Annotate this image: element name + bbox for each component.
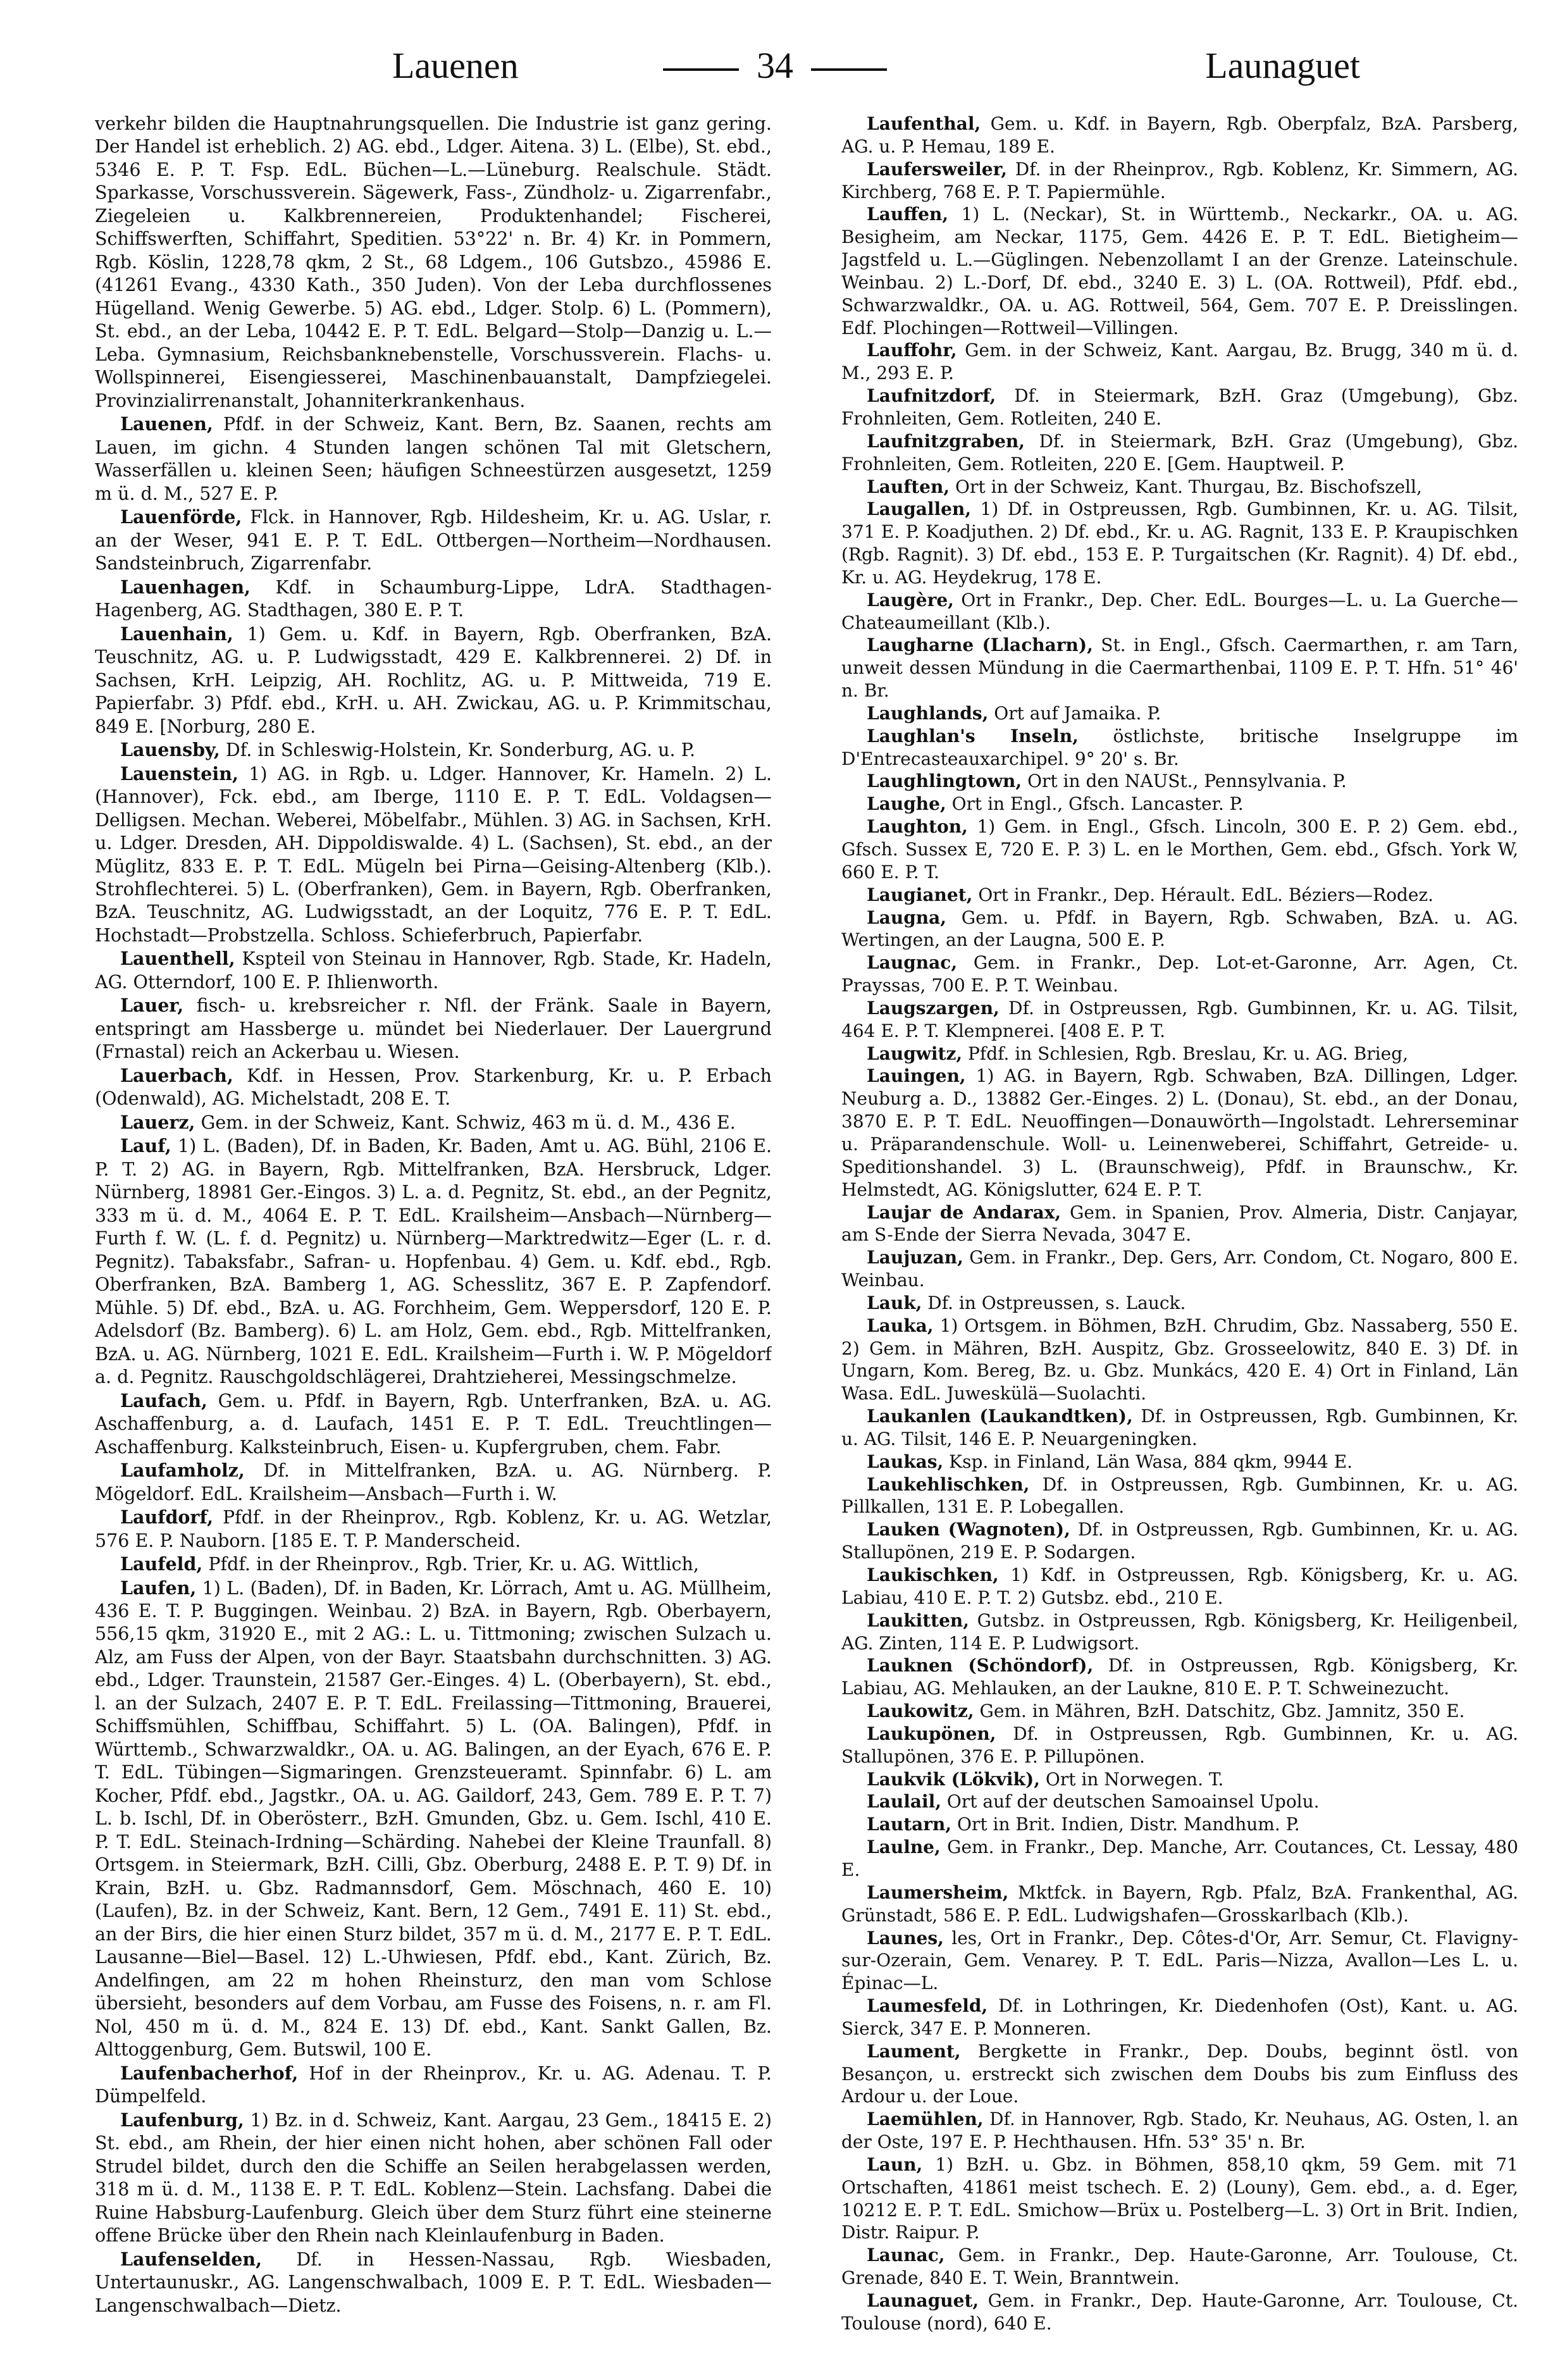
dictionary-entry — [841, 498, 1518, 588]
entry-headword: Lauften, — [867, 476, 950, 497]
entry-headword: Lauerbach, — [120, 1064, 233, 1086]
dictionary-entry — [841, 1700, 1518, 1723]
dictionary-entry — [841, 1065, 1518, 1201]
entry-text: Pfdf. in der Rheinprov., Rgb. Koblenz, Kr. u. AG. Wetzlar, 576 E. P. Nauborn. [185 E. T. P. Manderscheid. — [95, 1507, 772, 1551]
entry-text: 1) L. (Neckar), St. in Württemb., Neckarkr., OA. u. AG. Besigheim, am Neckar, 1175, Gem. 4426 E. P. T. EdL. Bietigheim—Jagstfeld u. L.—Güglingen. Nebenzollamt I an der Grenze. Lateinschule. Weinbau. 2) L.-Dorf, Df. ebd., 3240 E. 3) L. (OA. Rottweil), Pfdf. ebd., Schwarzwaldkr., OA. u. AG. Rottweil, 564, Gem. 707 E. P. Dreisslingen. Edf. Plochingen—Rottweil—Villingen. — [841, 204, 1518, 338]
dictionary-entry — [841, 1246, 1518, 1292]
entry-text: 1) Ortsgem. in Böhmen, BzH. Chrudim, Gbz. Nassaberg, 550 E. 2) Gem. in Mähren, BzH. Auspitz, Gbz. Grosseelowitz, 840 E. 3) Df. in Ungarn, Kom. Bereg, Bz. u. Gbz. Munkács, 420 E. 4) Ort in Finland, Län Wasa. EdL. Juweskülä—Suolachti. — [841, 1315, 1518, 1404]
entry-text: 1) BzH. u. Gbz. in Böhmen, 858,10 qkm, 59 Gem. mit 71 Ortschaften, 41861 meist tschech. E. 2) (Louny), Gem. ebd., a. d. Eger, 10212 E. P. T. EdL. Smichow—Brüx u. Postelberg—L. 3) Ort in Brit. Indien, Distr. Raipur. P. — [841, 2154, 1518, 2243]
dictionary-entry — [95, 994, 772, 1063]
left-running-head: Lauenen — [392, 45, 519, 86]
entry-text: 1) Df. in Ostpreussen, Rgb. Gumbinnen, Kr. u. AG. Tilsit, 371 E. P. Koadjuthen. 2) Df. ebd., Kr. u. AG. Ragnit, 133 E. P. Kraupischken (Rgb. Ragnit). 3) Df. ebd., 153 E. P. Turgaitschen (Kr. Ragnit). 4) Df. ebd., Kr. u. AG. Heydekrug, 178 E. — [841, 499, 1518, 588]
entry-headword: Lauenthell, — [120, 948, 235, 970]
dictionary-entry — [95, 1111, 772, 1134]
entry-text: 1) AG. in Rgb. u. Ldger. Hannover, Kr. Hameln. 2) L. (Hannover), Fck. ebd., am Iberge, 1110 E. P. T. EdL. Voldagsen—Delligsen. Mechan. Weberei, Möbelfabr., Mühlen. 3) AG. in Sachsen, KrH. u. Ldger. Dresden, AH. Dippoldiswalde. 4) L. (Sachsen), St. ebd., an der Müglitz, 833 E. P. T. EdL. Mügeln bei Pirna—Geising-Altenberg (Klb.). Strohflechterei. 5) L. (Oberfranken), Gem. in Bayern, Rgb. Oberfranken, BzA. Teuschnitz, AG. Ludwigsstadt, an der Loquitz, 776 E. P. T. EdL. Hochstadt—Probstzella. Schloss. Schieferbruch, Papierfabr. — [95, 763, 772, 946]
entry-headword: Laugharne (Llacharn), — [867, 635, 1093, 656]
entry-text: Pfdf. in der Rheinprov., Rgb. Trier, Kr. u. AG. Wittlich, — [208, 1554, 699, 1575]
entry-headword: Laugallen, — [867, 499, 972, 520]
dictionary-entry — [95, 113, 772, 412]
entry-text: Df. in Ostpreussen, Rgb. Königsberg, Kr. Labiau, AG. Mehlauken, an der Laukne, 810 E. P. T. Schweinezucht. — [841, 1655, 1518, 1699]
entry-headword: Laukowitz, — [867, 1701, 974, 1722]
entry-text: Df. in Hannover, Rgb. Stado, Kr. Neuhaus, AG. Osten, l. an der Oste, 197 E. P. Hechthausen. Hfn. 53° 35' n. Br. — [841, 2109, 1518, 2153]
dictionary-entry — [95, 1134, 772, 1389]
entry-headword: Lauenen, — [120, 413, 213, 435]
entry-text: 1) Bz. in d. Schweiz, Kant. Aargau, 23 Gem., 18415 E. 2) St. ebd., am Rhein, der hier einen nicht hohen, aber schönen Fall oder Strudel bildet, durch den die Schiffe an Seilen herabgelassen werden, 318 m ü. d. M., 1138 E. P. T. EdL. Koblenz—Stein. Lachsfang. Dabei die Ruine Habsburg-Laufenburg. Gleich über dem Sturz führt eine steinerne offene Brücke über den Rhein nach Kleinlaufenburg in Baden. — [95, 2109, 772, 2247]
dictionary-entry — [841, 1881, 1518, 1927]
entry-headword: Lauk, — [867, 1292, 922, 1313]
dictionary-entry — [841, 203, 1518, 339]
dictionary-entry — [841, 339, 1518, 385]
entry-text: Gem. in Spanien, Prov. Almeria, Distr. Canjayar, am S-Ende der Sierra Nevada, 3047 E. — [841, 1201, 1518, 1246]
entry-headword: Laugnac, — [867, 952, 958, 974]
dictionary-entry — [95, 1064, 772, 1111]
dictionary-entry — [841, 770, 1518, 793]
entry-headword: Laukischken, — [867, 1565, 999, 1585]
entry-text: Gem. in Frankr., Dep. Haute-Garonne, Arr. Toulouse, Ct. Toulouse (nord), 640 E. — [841, 2290, 1518, 2334]
dictionary-entry — [841, 1927, 1518, 1995]
entry-headword: Lauknen (Schöndorf), — [867, 1655, 1094, 1677]
entry-headword: Lauf, — [120, 1135, 171, 1157]
dictionary-entry — [841, 476, 1518, 499]
dash-left — [663, 68, 739, 71]
entry-text: Kdf. in Hessen, Prov. Starkenburg, Kr. u. P. Erbach (Odenwald), AG. Michelstadt, 208 E. T. — [95, 1065, 772, 1110]
dictionary-entry — [95, 2062, 772, 2109]
dictionary-entry — [841, 1995, 1518, 2040]
entry-headword: Laugszargen, — [867, 997, 1000, 1019]
entry-headword: Laemühlen, — [867, 2109, 984, 2130]
entry-headword: Laughlands, — [867, 702, 989, 724]
entry-headword: Lauenstein, — [120, 762, 238, 784]
entry-text: 1) Gem. u. Kdf. in Bayern, Rgb. Oberfranken, BzA. Teuschnitz, AG. u. P. Ludwigsstadt, 429 E. Kalkbrennerei. 2) Df. in Sachsen, KrH. Leipzig, AH. Rochlitz, AG. u. P. Mittweida, 719 E. Papierfabr. 3) Pfdf. ebd., KrH. u. AH. Zwickau, AG. u. P. Krimmitschau, 849 E. [Norburg, 280 E. — [95, 623, 772, 737]
entry-headword: Laufdorf, — [120, 1506, 213, 1528]
entry-text: Df. in Ostpreussen, Rgb. Gumbinnen, Kr. u. AG. Tilsit, 146 E. P. Neuargeningken. — [841, 1406, 1518, 1449]
dictionary-entry — [95, 1459, 772, 1506]
dictionary-entry — [841, 2290, 1518, 2335]
entry-text: fisch- u. krebsreicher r. Nfl. der Fränk. Saale in Bayern, entspringt am Hassberge u. mündet bei Niederlauer. Der Lauergrund (Frnastal) reich an Ackerbau u. Wiesen. — [95, 995, 772, 1063]
dictionary-entry — [841, 1790, 1518, 1813]
entry-headword: Laughton, — [867, 816, 968, 838]
dictionary-entry — [95, 623, 772, 738]
dictionary-entry — [95, 576, 772, 623]
dictionary-entry — [841, 2108, 1518, 2154]
entry-text: Bergkette in Frankr., Dep. Doubs, beginnt östl. von Besançon, u. erstreckt sich zwischen dem Doubs bis zum Einfluss des Ardour u. der Loue. — [841, 2040, 1518, 2107]
entry-text: Df. in Steiermark, BzH. Graz (Umgebung), Gbz. Frohnleiten, Gem. Rotleiten, 220 E. [Gem. Hauptweil. P. — [841, 430, 1518, 474]
dictionary-entry — [841, 158, 1518, 204]
entry-text: Hof in der Rheinprov., Kr. u. AG. Adenau. T. P. Dümpelfeld. — [95, 2062, 772, 2107]
entry-headword: Laughlan's Inseln, — [867, 725, 1079, 747]
dictionary-entry — [841, 702, 1518, 725]
entry-headword: Laugna, — [867, 907, 947, 928]
entry-text: Gem. u. Kdf. in Bayern, Rgb. Oberpfalz, BzA. Parsberg, AG. u. P. Hemau, 189 E. — [841, 113, 1518, 157]
left-column — [95, 113, 772, 2365]
entry-headword: Laufenselden, — [120, 2248, 263, 2270]
entry-headword: Laufeld, — [120, 1553, 203, 1575]
entry-text: Gem. in Frankr., Dep. Manche, Arr. Coutances, Ct. Lessay, 480 E. — [841, 1837, 1518, 1880]
entry-headword: Laun, — [867, 2154, 923, 2175]
entry-text: Gem. in Mähren, BzH. Datschitz, Gbz. Jamnitz, 350 E. — [979, 1701, 1465, 1722]
entry-text: 1) AG. in Bayern, Rgb. Schwaben, BzA. Dillingen, Ldger. Neuburg a. D., 13882 Ger.-Einges. 2) L. (Donau), St. ebd., an der Donau, 3870 E. P. T. EdL. Neuoffingen—Donauwörth—Ingolstadt. Lehrerseminar u. Präparandenschule. Woll- u. Leinenweberei, Schiffahrt, Getreide- u. Speditionshandel. 3) L. (Braunschweig), Pfdf. in Braunschw., Kr. Helmstedt, AG. Königslutter, 624 E. P. T. — [841, 1065, 1518, 1200]
entry-headword: Laujar de Andarax, — [867, 1201, 1062, 1223]
entry-text: Mktfck. in Bayern, Rgb. Pfalz, BzA. Frankenthal, AG. Grünstadt, 586 E. P. EdL. Ludwigshafen—Grosskarlbach (Klb.). — [841, 1881, 1518, 1926]
entry-text: Df. in Schleswig-Holstein, Kr. Sonderburg, AG. u. P. — [225, 740, 696, 761]
entry-headword: Laufen, — [120, 1577, 197, 1599]
entry-headword: Lautarn, — [867, 1814, 952, 1835]
entry-headword: Laumesfeld, — [867, 1995, 988, 2017]
dictionary-entry — [841, 1654, 1518, 1700]
entry-text: Kdf. in Schaumburg-Lippe, LdrA. Stadthagen-Hagenberg, AG. Stadthagen, 380 E. P. T. — [95, 576, 772, 621]
entry-text: 1) L. (Baden), Df. in Baden, Kr. Baden, Amt u. AG. Bühl, 2106 E. P. T. 2) AG. in Bayern, Rgb. Mittelfranken, BzA. Hersbruck, Ldger. Nürnberg, 18981 Ger.-Eingos. 3) L. a. d. Pegnitz, St. ebd., an der Pegnitz, 333 m ü. d. M., 4064 E. P. T. EdL. Krailsheim—Ansbach—Nürnberg—Furth f. W. (L. f. d. Pegnitz) u. Nürnberg—Marktredwitz—Eger (L. r. d. Pegnitz). Tabaksfabr., Safran- u. Hopfenbau. 4) Gem. u. Kdf. ebd., Rgb. Oberfranken, BzA. Bamberg 1, AG. Schesslitz, 367 E. P. Zapfendorf. Mühle. 5) Df. ebd., BzA. u. AG. Forchheim, Gem. Weppersdorf, 120 E. P. Adelsdorf (Bz. Bamberg). 6) L. am Holz, Gem. ebd., Rgb. Mittelfranken, BzA. u. AG. Nürnberg, 1021 E. EdL. Krailsheim—Furth i. W. P. Mögeldorf a. d. Pegnitz. Rauschgoldschlägerei, Drahtzieherei, Messingschmelze. — [95, 1136, 772, 1388]
entry-text: Df. in Ostpreussen, Rgb. Gumbinnen, Kr. u. AG. Pillkallen, 131 E. P. Lobegallen. — [841, 1473, 1518, 1518]
dictionary-entry — [95, 738, 772, 762]
page-header — [89, 44, 1461, 101]
entry-headword: Lauenhain, — [120, 623, 233, 645]
dictionary-entry — [95, 1389, 772, 1459]
entry-headword: Laulne, — [867, 1837, 941, 1858]
dash-right — [811, 68, 887, 71]
entry-headword: Laufnitzdorf, — [867, 385, 996, 407]
dictionary-entry — [841, 1836, 1518, 1881]
entry-text: 1) Gem. in Engl., Gfsch. Lincoln, 300 E. P. 2) Gem. ebd., Gfsch. Sussex E, 720 E. P. 3) L. en le Morthen, Gem. ebd., Gfsch. York W, 660 E. P. T. — [841, 816, 1518, 883]
entry-text: Df. in Ostpreussen, Rgb. Gumbinnen, Kr. u. AG. Stallupönen, 376 E. P. Pillupönen. — [841, 1723, 1518, 1767]
entry-text: St. in Engl., Gfsch. Caermarthen, r. am Tarn, unweit dessen Mündung in die Caermarthenbai, 1109 E. P. T. Hfn. 51° 46' n. Br. — [841, 635, 1518, 702]
entry-text: Ort in Frankr., Dep. Cher. EdL. Bourges—L. u. La Guerche—Chateaumeillant (Klb.). — [841, 589, 1518, 633]
dictionary-entry — [95, 505, 772, 575]
entry-text: Ksp. in Finland, Län Wasa, 884 qkm, 9944 E. — [949, 1451, 1353, 1472]
dictionary-entry — [841, 951, 1518, 997]
entry-headword: Laufersweiler, — [867, 158, 1008, 180]
page-number: 34 — [757, 45, 793, 86]
entry-headword: Lauffen, — [867, 204, 949, 225]
dictionary-entry — [95, 1553, 772, 1576]
entry-text: Ort auf der deutschen Samoainsel Upolu. — [946, 1791, 1320, 1813]
dictionary-entry — [95, 1506, 772, 1553]
dictionary-entry — [841, 634, 1518, 702]
entry-text: Flck. in Hannover, Rgb. Hildesheim, Kr. u. AG. Uslar, r. an der Weser, 941 E. P. T. EdL. Ottbergen—Northeim—Nordhausen. Sandsteinbruch, Zigarrenfabr. — [95, 507, 772, 574]
entry-text: 1) L. (Baden), Df. in Baden, Kr. Lörrach, Amt u. AG. Müllheim, 436 E. T. P. Buggingen. Weinbau. 2) BzA. in Bayern, Rgb. Oberbayern, 556,15 qkm, 31920 E., mit 2 AG.: L. u. Tittmoning; zwischen Sulzach u. Alz, am Fuss der Alpen, von der Bayr. Staatsbahn durchschnitten. 3) AG. ebd., Ldger. Traunstein, 21587 Ger.-Einges. 4) L. (Oberbayern), St. ebd., l. an der Sulzach, 2407 E. P. T. EdL. Freilassing—Tittmoning, Brauerei, Schiffsmühlen, Schiffbau, Schiffahrt. 5) L. (OA. Balingen), Pfdf. in Württemb., Schwarzwaldkr., OA. u. AG. Balingen, an der Eyach, 676 E. P. T. EdL. Tübingen—Sigmaringen. Grenzsteueramt. Spinnfabr. 6) L. am Kocher, Pfdf. ebd., Jagstkr., OA. u. AG. Gaildorf, 243, Gem. 789 E. P. T. 7) L. b. Ischl, Df. in Oberösterr., BzH. Gmunden, Gbz. u. Gem. Ischl, 410 E. P. T. EdL. Steinach-Irdning—Schärding. Nahebei der Kleine Traunfall. 8) Ortsgem. in Steiermark, BzH. Cilli, Gbz. Oberburg, 2488 E. P. T. 9) Df. in Krain, BzH. u. Gbz. Radmannsdorf, Gem. Möschnach, 460 E. 10) (Laufen), Bz. in der Schweiz, Kant. Bern, 12 Gem., 7491 E. 11) St. ebd., an der Birs, die hier einen Sturz bildet, 357 m ü. d. M., 2177 E. P. T. EdL. Lausanne—Biel—Basel. 12) L.-Uhwiesen, Pfdf. ebd., Kant. Zürich, Bz. Andelfingen, am 22 m hohen Rheinsturz, den man vom Schlose übersieht, besonders auf dem Vorbau, am Fusse des Foisens, n. r. am Fl. Nol, 450 m ü. d. M., 824 E. 13) Df. ebd., Kant. Sankt Gallen, Bz. Alttoggenburg, Gem. Butswil, 100 E. — [95, 1577, 772, 2061]
entry-text: östlichste, britische Inselgruppe im D'Entrecasteauxarchipel. 9° 20' s. Br. — [841, 725, 1518, 769]
dictionary-entry — [841, 1292, 1518, 1315]
entry-text: Ort in den NAUSt., Pennsylvania. P. — [1027, 771, 1347, 792]
dictionary-entry — [841, 113, 1518, 158]
entry-text: Ort auf Jamaika. P. — [994, 702, 1161, 724]
entry-text: Ort in Frankr., Dep. Hérault. EdL. Béziers—Rodez. — [978, 884, 1434, 905]
entry-text: Df. in Mittelfranken, BzA. u. AG. Nürnberg. P. Mögeldorf. EdL. Krailsheim—Ansbach—Furth i. W. — [95, 1460, 772, 1504]
entry-headword: Launes, — [867, 1927, 944, 1949]
dictionary-entry — [841, 1405, 1518, 1451]
dictionary-entry — [841, 2244, 1518, 2290]
dictionary-entry — [841, 430, 1518, 476]
entry-text: Ort in Engl., Gfsch. Lancaster. P. — [951, 793, 1244, 815]
entry-text: Df. in Ostpreussen, Rgb. Gumbinnen, Kr. u. AG. Tilsit, 464 E. P. T. Klempnerei. [408 E. P. T. — [841, 997, 1518, 1041]
right-column — [841, 113, 1518, 2365]
page-number-group — [645, 44, 905, 87]
entry-headword: Laughe, — [867, 793, 946, 815]
entry-headword: Lauingen, — [867, 1065, 966, 1087]
entry-text: Df. in Hessen-Nassau, Rgb. Wiesbaden, Untertaunuskr., AG. Langenschwalbach, 1009 E. P. T. EdL. Wiesbaden—Langenschwalbach—Dietz. — [95, 2248, 772, 2316]
dictionary-entry — [95, 412, 772, 505]
entry-headword: Laufenbacherhof, — [120, 2062, 299, 2084]
entry-text: Gutsbz. in Ostpreussen, Rgb. Königsberg, Kr. Heiligenbeil, AG. Zinten, 114 E. P. Ludwigsort. — [841, 1609, 1518, 1654]
entry-headword: Lauka, — [867, 1315, 934, 1336]
entry-headword: Lauensby, — [120, 739, 220, 761]
entry-text: Df. in Lothringen, Kr. Diedenhofen (Ost), Kant. u. AG. Sierck, 347 E. P. Monneren. — [841, 1995, 1518, 2039]
entry-text: Gem. u. Pfdf. in Bayern, Rgb. Schwaben, BzA. u. AG. Wertingen, an der Laugna, 500 E. P. — [841, 907, 1518, 951]
dictionary-entry — [841, 793, 1518, 815]
dictionary-entry — [841, 2154, 1518, 2244]
entry-headword: Laujuzan, — [867, 1247, 963, 1268]
entry-headword: Laufenthal, — [867, 113, 981, 134]
dictionary-entry — [841, 2040, 1518, 2109]
entry-headword: Lauer, — [120, 995, 184, 1017]
entry-headword: Laumersheim, — [867, 1881, 1009, 1903]
entry-text: Gem. in Frankr., Dep. Lot-et-Garonne, Arr. Agen, Ct. Prayssas, 700 E. P. T. Weinbau. — [841, 952, 1518, 996]
entry-text: 1) Kdf. in Ostpreussen, Rgb. Königsberg, Kr. u. AG. Labiau, 410 E. P. T. 2) Gutsbz. ebd., 210 E. — [841, 1565, 1518, 1608]
entry-headword: Laughlingtown, — [867, 771, 1022, 792]
entry-headword: Lauerz, — [120, 1111, 195, 1133]
entry-text: Df. in Ostpreussen, Rgb. Gumbinnen, Kr. u. AG. Stallupönen, 219 E. P. Sodargen. — [841, 1519, 1518, 1563]
entry-text: Df. in Ostpreussen, s. Lauck. — [927, 1292, 1186, 1313]
dictionary-entry — [841, 1723, 1518, 1768]
entry-text: Gem. u. Pfdf. in Bayern, Rgb. Unterfranken, BzA. u. AG. Aschaffenburg, a. d. Laufach, 1451 E. P. T. EdL. Treuchtlingen—Aschaffenburg. Kalksteinbruch, Eisen- u. Kupfergruben, chem. Fabr. — [95, 1390, 772, 1458]
dictionary-entry — [841, 1043, 1518, 1065]
dictionary-entry — [841, 884, 1518, 907]
entry-headword: Laukas, — [867, 1451, 944, 1472]
dictionary-entry — [841, 1201, 1518, 1247]
dictionary-entry — [841, 907, 1518, 952]
entry-text: Df. in Steiermark, BzH. Graz (Umgebung), Gbz. Frohnleiten, Gem. Rotleiten, 240 E. — [841, 385, 1518, 429]
entry-text: Pfdf. in Schlesien, Rgb. Breslau, Kr. u. AG. Brieg, — [968, 1043, 1409, 1064]
entry-headword: Laugère, — [867, 589, 954, 610]
entry-headword: Laulail, — [867, 1791, 941, 1813]
entry-headword: Laugianet, — [867, 884, 973, 905]
entry-text: Gem. in Frankr., Dep. Gers, Arr. Condom, Ct. Nogaro, 800 E. Weinbau. — [841, 1247, 1518, 1291]
dictionary-entry — [841, 1518, 1518, 1564]
entry-text: Kspteil von Steinau in Hannover, Rgb. Stade, Kr. Hadeln, AG. Otterndorf, 100 E. P. Ihlienworth. — [95, 948, 772, 993]
entry-headword: Lauenhagen, — [120, 576, 251, 598]
entry-headword: Laufnitzgraben, — [867, 430, 1025, 452]
dictionary-entry — [95, 2109, 772, 2248]
dictionary-entry — [841, 1813, 1518, 1836]
entry-headword: Launaguet, — [867, 2290, 979, 2311]
entry-text: Ort in Brit. Indien, Distr. Mandhum. P. — [957, 1814, 1300, 1835]
entry-text: Gem. in Frankr., Dep. Haute-Garonne, Arr. Toulouse, Ct. Grenade, 840 E. T. Wein, Branntwein. — [841, 2245, 1518, 2289]
dictionary-entry — [841, 1609, 1518, 1655]
dictionary-entry — [95, 947, 772, 994]
dictionary-entry — [841, 725, 1518, 771]
entry-headword: Launac, — [867, 2245, 945, 2266]
right-running-head: Launaguet — [1205, 45, 1360, 86]
entry-headword: Laument, — [867, 2040, 961, 2062]
dictionary-entry — [841, 1473, 1518, 1519]
entry-text: Gem. in der Schweiz, Kant. Schwiz, 463 m ü. d. M., 436 E. — [201, 1112, 736, 1133]
dictionary-entry — [841, 997, 1518, 1043]
entry-headword: Laugwitz, — [867, 1043, 963, 1064]
entry-headword: Laukehlischken, — [867, 1473, 1030, 1495]
dictionary-entry — [841, 385, 1518, 430]
entry-headword: Laukanlen (Laukandtken), — [867, 1406, 1133, 1427]
entry-headword: Lauffohr, — [867, 340, 957, 361]
entry-headword: Laufamholz, — [120, 1460, 245, 1482]
entry-text: les, Ort in Frankr., Dep. Côtes-d'Or, Arr. Semur, Ct. Flavigny-sur-Ozerain, Gem. Venarey. P. T. EdL. Paris—Nizza, Avallon—Les L. u. Épinac—L. — [841, 1927, 1518, 1994]
dictionary-entry — [841, 1564, 1518, 1609]
dictionary-entry — [841, 1768, 1518, 1791]
entry-text: verkehr bilden die Hauptnahrungsquellen. Die Industrie ist ganz gering. Der Handel ist erheblich. 2) AG. ebd., Ldger. Aitena. 3) L. (Elbe), St. ebd., 5346 E. P. T. Fsp. EdL. Büchen—L.—Lüneburg. Realschule. Städt. Sparkasse, Vorschussverein. Sägewerk, Fass-, Zündholz- u. Zigarrenfabr., Ziegeleien u. Kalkbrennereien, Produktenhandel; Fischerei, Schiffswerften, Schiffahrt, Speditien. 53°22' n. Br. 4) Kr. in Pommern, Rgb. Köslin, 1228,78 qkm, 2 St., 68 Ldgem., 106 Gutsbzo., 45986 E. (41261 Evang., 4330 Kath., 350 Juden). Von der Leba durchflossenes Hügelland. Wenig Gewerbe. 5) AG. ebd., Ldger. Stolp. 6) L. (Pommern), St. ebd., an der Leba, 10442 E. P. T. EdL. Belgard—Stolp—Danzig u. L.—Leba. Gymnasium, Reichsbanknebenstelle, Vorschussverein. Flachs- u. Wollspinnerei, Eisengiesserei, Maschinenbauanstalt, Dampfziegelei. Provinzialirrenanstalt, Johanniterkrankenhaus. — [95, 113, 772, 411]
entry-headword: Laufach, — [120, 1389, 207, 1411]
dictionary-entry — [841, 589, 1518, 635]
dictionary-entry — [95, 1577, 772, 2062]
dictionary-entry — [95, 2248, 772, 2317]
entry-headword: Lauken (Wagnoten), — [867, 1519, 1070, 1540]
dictionary-entry — [841, 815, 1518, 884]
entry-headword: Laukvik (Lökvik), — [867, 1768, 1040, 1790]
entry-text: Ort in der Schweiz, Kant. Thurgau, Bz. Bischofszell, — [955, 476, 1422, 497]
entry-text: Ort in Norwegen. T. — [1045, 1768, 1224, 1790]
entry-text: Gem. in der Schweiz, Kant. Aargau, Bz. Brugg, 340 m ü. d. M., 293 E. P. — [841, 340, 1518, 384]
entry-text: Pfdf. in der Schweiz, Kant. Bern, Bz. Saanen, rechts am Lauen, im gichn. 4 Stunden langen schönen Tal mit Gletschern, Wasserfällen u. kleinen Seen; häufigen Schneestürzen ausgesetzt, 1259 m ü. d. M., 527 E. P. — [95, 414, 772, 504]
dictionary-entry — [95, 762, 772, 948]
entry-headword: Laukitten, — [867, 1609, 970, 1631]
dictionary-entry — [841, 1315, 1518, 1405]
entry-headword: Lauenförde, — [120, 506, 242, 528]
entry-headword: Laufenburg, — [120, 2109, 244, 2131]
entry-headword: Laukupönen, — [867, 1723, 996, 1744]
entry-text: Df. in der Rheinprov., Rgb. Koblenz, Kr. Simmern, AG. Kirchberg, 768 E. P. T. Papiermühle. — [841, 158, 1518, 202]
dictionary-entry — [841, 1451, 1518, 1473]
